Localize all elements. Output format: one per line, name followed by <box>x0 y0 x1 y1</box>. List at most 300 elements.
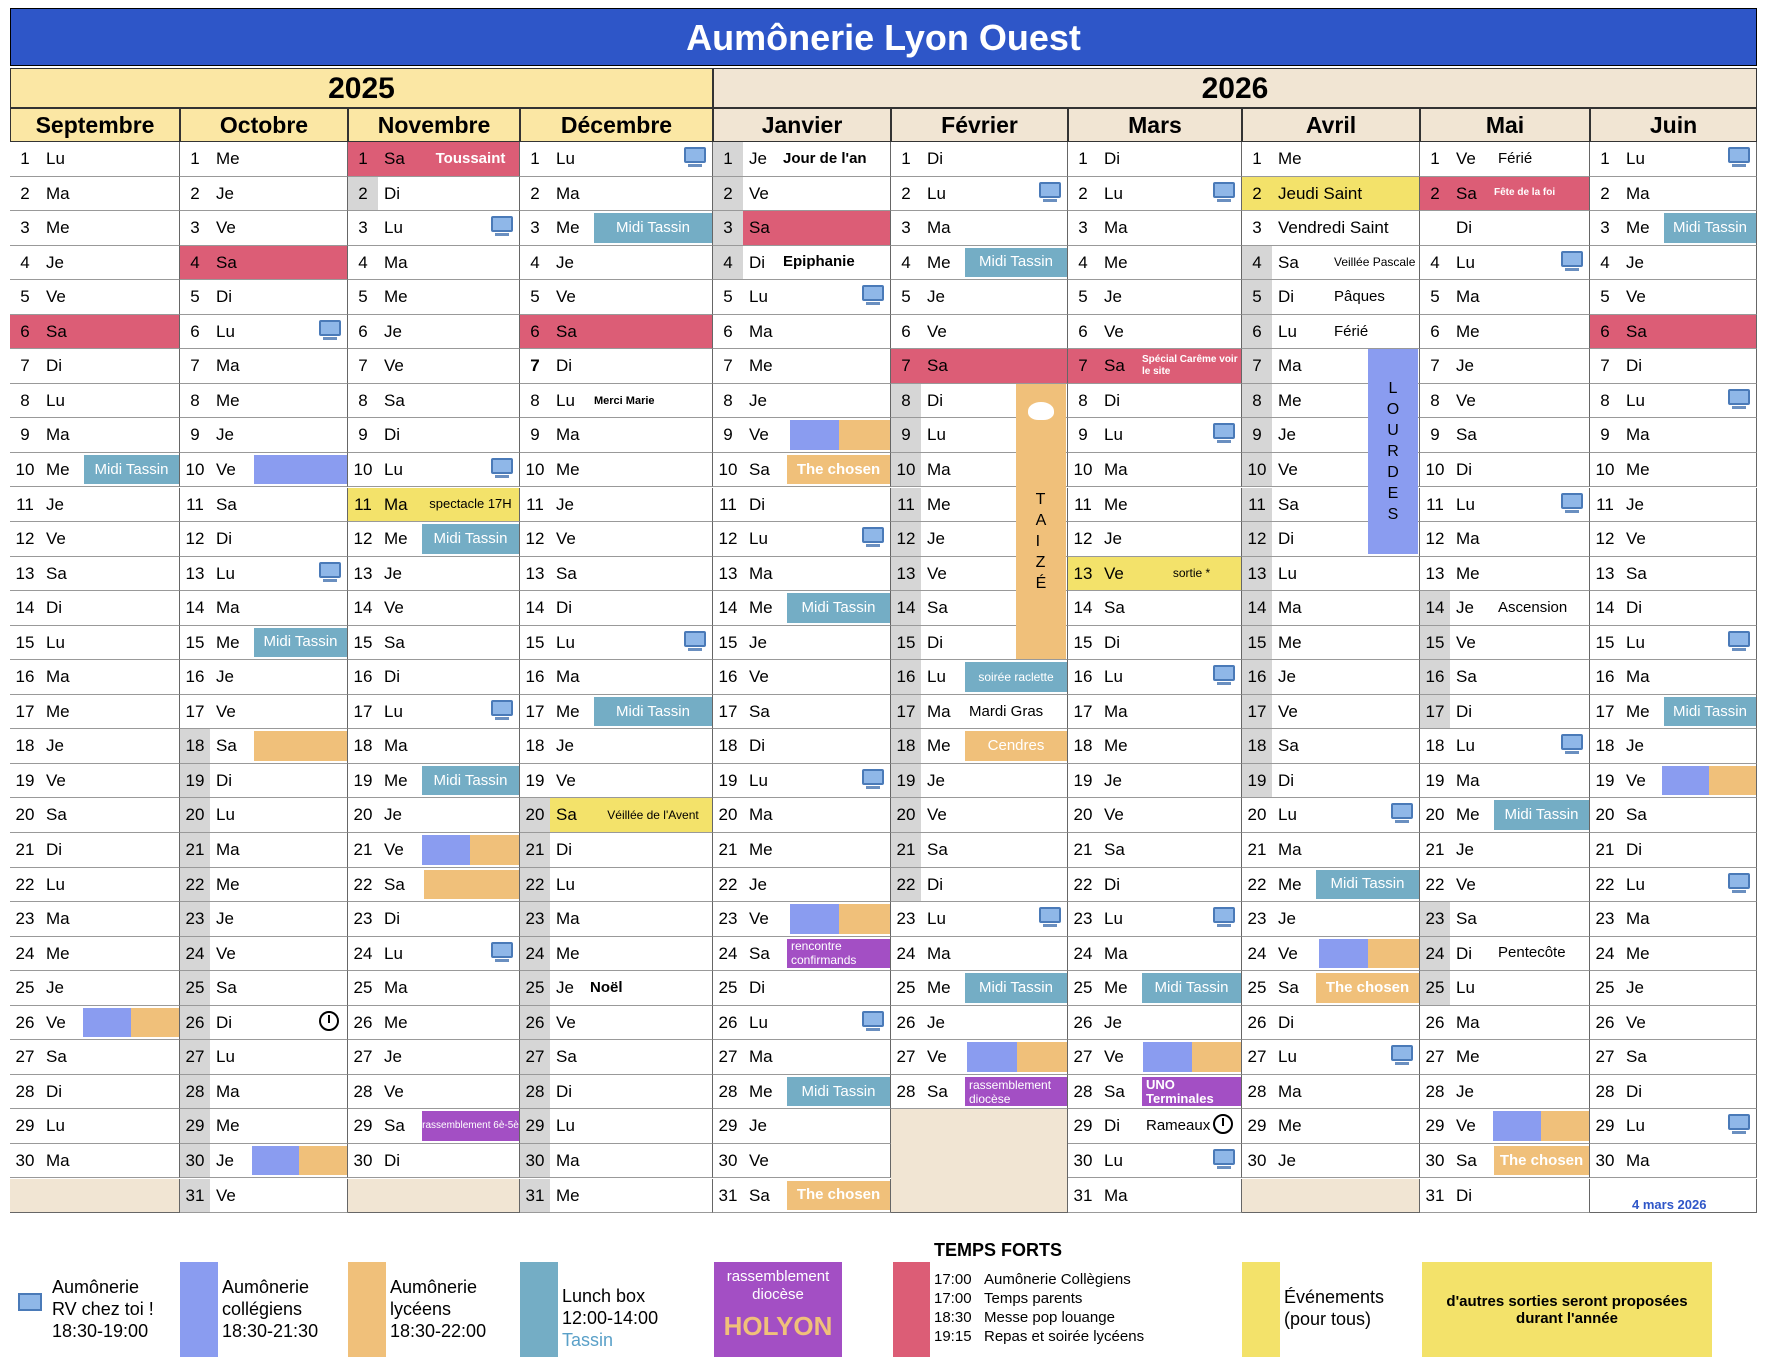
day-name: Sa <box>1278 736 1299 756</box>
lourdes-letter: S <box>1387 506 1399 523</box>
month-header: Décembre <box>520 108 713 142</box>
day-number: 24 <box>1420 937 1450 971</box>
day-number: 10 <box>353 459 373 479</box>
day-name: Di <box>216 770 233 790</box>
day-number: 4 <box>1242 246 1272 280</box>
day-name: Me <box>1104 494 1128 514</box>
day-number: 29 <box>1247 1116 1267 1136</box>
day-cell <box>10 729 180 764</box>
day-number: 28 <box>1247 1081 1267 1101</box>
day-cell <box>520 729 713 764</box>
day-cell <box>1068 1109 1242 1144</box>
lyceens-slot <box>839 420 890 450</box>
day-number: 26 <box>180 1006 210 1040</box>
day-cell <box>1242 1109 1420 1144</box>
day-cell <box>1590 349 1757 384</box>
event-label: UNO Terminales <box>1142 1077 1241 1107</box>
day-name: Lu <box>216 805 235 825</box>
event-label: spectacle 17H <box>429 496 512 512</box>
day-cell <box>1068 1040 1242 1075</box>
day-number: 2 <box>348 177 378 211</box>
day-name: Ve <box>1104 321 1124 341</box>
event-label: Midi Tassin <box>84 455 179 485</box>
day-number: 20 <box>891 798 921 832</box>
day-cell <box>1068 453 1242 488</box>
day-cell <box>1068 798 1242 833</box>
day-number: 18 <box>525 736 545 756</box>
day-name: Lu <box>1456 736 1475 756</box>
event-label: Toussaint <box>435 149 506 167</box>
day-name: Ve <box>46 770 66 790</box>
day-number: 4 <box>713 246 743 280</box>
day-name: Ma <box>927 701 951 721</box>
computer-icon <box>1561 734 1583 750</box>
day-cell <box>1242 1040 1420 1075</box>
day-cell <box>1068 902 1242 937</box>
day-name: Di <box>1104 632 1121 652</box>
day-number: 31 <box>180 1179 210 1213</box>
computer-icon <box>1391 803 1413 819</box>
day-number: 8 <box>190 390 200 410</box>
day-name: Me <box>384 770 408 790</box>
day-cell <box>348 177 520 212</box>
day-number: 24 <box>718 943 738 963</box>
taize-letter: Z <box>1035 554 1046 571</box>
day-name: Lu <box>1104 425 1123 445</box>
day-name: Sa <box>1104 598 1125 618</box>
day-number: 2 <box>1430 183 1440 203</box>
day-number: 13 <box>718 563 738 583</box>
day-cell <box>713 937 891 972</box>
day-number: 10 <box>1242 453 1272 487</box>
day-name: Di <box>1456 701 1473 721</box>
day-number: 5 <box>1600 287 1610 307</box>
day-cell <box>1590 1075 1757 1110</box>
lyceens-slot <box>131 1008 179 1038</box>
day-name: Di <box>1278 770 1295 790</box>
day-cell <box>520 1040 713 1075</box>
day-cell <box>348 1075 520 1110</box>
day-name: Me <box>1456 1047 1480 1067</box>
day-name: Me <box>1278 149 1302 168</box>
day-name: Lu <box>1626 874 1645 894</box>
event-label: Midi Tassin <box>422 766 519 796</box>
event-label: rassemblement 6è-5è <box>422 1111 519 1141</box>
day-number: 10 <box>185 459 205 479</box>
collegiens-slot <box>790 420 840 450</box>
event-label: Midi Tassin <box>594 213 712 243</box>
day-cell <box>1590 1144 1757 1179</box>
day-number: 28 <box>1595 1081 1615 1101</box>
day-name: Je <box>384 805 402 825</box>
collegiens-slot <box>422 835 470 865</box>
event-label: Jour de l'an <box>783 149 867 167</box>
day-name: Lu <box>1626 149 1645 168</box>
day-cell <box>520 1109 713 1144</box>
day-name: Sa <box>46 563 67 583</box>
day-cell <box>1420 1040 1590 1075</box>
day-name: Sa <box>1456 425 1477 445</box>
collegiens-slot <box>1662 766 1709 796</box>
day-name: Je <box>384 321 402 341</box>
day-name: Je <box>1278 425 1296 445</box>
day-name: Lu <box>1278 805 1297 825</box>
day-number: 31 <box>1425 1185 1445 1205</box>
day-number: 17 <box>1073 701 1093 721</box>
temps-fort-item: 17:00 Temps parents <box>934 1290 1083 1307</box>
day-number: 23 <box>520 902 550 936</box>
day-number: 16 <box>185 667 205 687</box>
day-cell <box>10 660 180 695</box>
day-name: Ve <box>1626 770 1646 790</box>
day-number: 27 <box>1247 1047 1267 1067</box>
day-number: 27 <box>15 1047 35 1067</box>
day-cell <box>348 695 520 730</box>
day-name: Ve <box>1626 287 1646 307</box>
day-number: 11 <box>891 488 921 522</box>
computer-icon <box>491 700 513 716</box>
computer-icon <box>1728 631 1750 647</box>
day-cell <box>10 1075 180 1110</box>
day-cell <box>1242 695 1420 730</box>
lyceens-slot <box>1709 766 1756 796</box>
day-number: 12 <box>1425 529 1445 549</box>
day-number: 19 <box>180 764 210 798</box>
day-name: Lu <box>216 563 235 583</box>
day-name: Me <box>1278 632 1302 652</box>
day-cell <box>180 971 348 1006</box>
day-number: 22 <box>520 868 550 902</box>
day-name: Lu <box>556 149 575 168</box>
day-number: 8 <box>358 390 368 410</box>
day-number: 16 <box>1595 667 1615 687</box>
day-name: Lu <box>1278 321 1297 341</box>
day-name: Ma <box>556 183 580 203</box>
year-2026-header: 2026 <box>713 68 1757 108</box>
day-cell <box>1420 557 1590 592</box>
day-number: 15 <box>718 632 738 652</box>
day-cell <box>1420 902 1590 937</box>
event-label: Midi Tassin <box>1494 800 1589 830</box>
event-label: Férié <box>1498 149 1533 167</box>
legend-lunch: Lunch box 12:00-14:00 Tassin <box>562 1286 659 1350</box>
day-number: 17 <box>891 695 921 729</box>
day-number: 4 <box>530 252 540 272</box>
day-cell <box>180 315 348 350</box>
day-cell <box>1242 833 1420 868</box>
day-number: 20 <box>180 798 210 832</box>
day-number: 26 <box>718 1012 738 1032</box>
day-name: Je <box>216 1150 234 1170</box>
day-cell <box>1242 591 1420 626</box>
day-number: 12 <box>891 522 921 556</box>
day-number: 9 <box>723 425 733 445</box>
day-cell <box>10 349 180 384</box>
day-cell <box>713 902 891 937</box>
day-number: 11 <box>526 494 544 514</box>
day-cell <box>1068 315 1242 350</box>
day-name: Ma <box>1104 1185 1128 1205</box>
day-name: Sa <box>216 252 237 272</box>
day-name: Je <box>749 632 767 652</box>
day-number: 25 <box>180 971 210 1005</box>
day-cell <box>520 660 713 695</box>
day-number: 30 <box>180 1144 210 1178</box>
day-number: 3 <box>190 218 200 238</box>
day-number: 22 <box>718 874 738 894</box>
day-number: 7 <box>723 356 733 376</box>
day-cell <box>1242 557 1420 592</box>
day-number: 24 <box>1595 943 1615 963</box>
day-cell <box>891 1040 1068 1075</box>
day-name: Je <box>1278 909 1296 929</box>
taize-letter: É <box>1035 575 1047 592</box>
day-number: 31 <box>520 1179 550 1213</box>
day-number: 29 <box>718 1116 738 1136</box>
day-cell <box>1420 280 1590 315</box>
month-header: Octobre <box>180 108 348 142</box>
event-label: Mardi Gras <box>969 702 1044 720</box>
day-cell <box>1068 522 1242 557</box>
day-cell <box>1242 211 1420 246</box>
day-cell <box>1420 349 1590 384</box>
day-number: 19 <box>891 764 921 798</box>
day-cell <box>10 211 180 246</box>
day-name: Je <box>46 978 64 998</box>
day-number: 20 <box>1595 805 1615 825</box>
day-number: 20 <box>1073 805 1093 825</box>
day-number: 22 <box>891 868 921 902</box>
day-name: Me <box>1456 563 1480 583</box>
day-cell <box>10 522 180 557</box>
day-cell <box>348 280 520 315</box>
day-number: 17 <box>185 701 205 721</box>
day-cell <box>1068 937 1242 972</box>
day-cell <box>1420 522 1590 557</box>
day-cell <box>1420 1109 1590 1144</box>
day-cell <box>713 1144 891 1179</box>
day-cell <box>1242 142 1420 177</box>
day-cell <box>348 937 520 972</box>
lyceens-slot <box>424 870 519 900</box>
day-name: Ma <box>1278 598 1302 618</box>
day-number: 10 <box>891 453 921 487</box>
day-name: Ve <box>216 701 236 721</box>
day-number: 31 <box>718 1185 738 1205</box>
day-cell <box>1420 246 1590 281</box>
lyceens-slot <box>299 1146 347 1176</box>
taize-letter: A <box>1035 512 1047 529</box>
day-number: 17 <box>15 701 35 721</box>
day-number: 21 <box>1073 840 1093 859</box>
day-number: 9 <box>891 418 921 452</box>
day-name: Sa <box>384 149 405 168</box>
day-number: 17 <box>718 701 738 721</box>
day-cell <box>1590 1040 1757 1075</box>
computer-icon <box>862 1011 884 1027</box>
day-name: Sa <box>216 736 237 756</box>
day-name: Lu <box>46 1116 65 1136</box>
day-cell <box>348 488 520 523</box>
day-name: Lu <box>384 701 403 721</box>
day-name: Di <box>46 1081 63 1101</box>
day-cell <box>1420 764 1590 799</box>
day-cell <box>180 142 348 177</box>
day-cell <box>1590 453 1757 488</box>
day-cell <box>713 591 891 626</box>
day-number: 20 <box>1425 805 1445 825</box>
day-cell <box>1590 211 1757 246</box>
day-name: Sa <box>384 874 405 894</box>
day-cell <box>891 868 1068 903</box>
day-cell <box>348 729 520 764</box>
day-number: 9 <box>1242 418 1272 452</box>
event-label: soirée raclette <box>965 662 1067 692</box>
day-number: 11 <box>1074 494 1092 514</box>
day-cell <box>713 177 891 212</box>
day-cell <box>1420 626 1590 661</box>
day-number: 13 <box>1425 563 1445 583</box>
day-cell <box>520 384 713 419</box>
day-name: Ve <box>1104 1047 1124 1067</box>
day-name: Me <box>927 736 951 756</box>
event-label: Midi Tassin <box>1664 697 1756 727</box>
day-number: 7 <box>1078 356 1088 376</box>
day-cell <box>520 626 713 661</box>
day-number: 1 <box>713 142 743 176</box>
day-number: 7 <box>901 356 911 376</box>
computer-icon <box>1213 907 1235 923</box>
day-cell <box>180 660 348 695</box>
day-cell <box>1242 1144 1420 1179</box>
day-name: Ve <box>1456 149 1476 168</box>
day-number: 5 <box>901 287 911 307</box>
day-number: 23 <box>718 909 738 929</box>
day-cell <box>180 1144 348 1179</box>
day-cell <box>180 453 348 488</box>
collegiens-slot <box>790 904 840 934</box>
day-cell <box>1590 315 1757 350</box>
day-number: 7 <box>358 356 368 376</box>
month-header: Janvier <box>713 108 891 142</box>
day-name: Di <box>749 978 766 998</box>
day-cell <box>180 280 348 315</box>
day-number: 5 <box>723 287 733 307</box>
day-name: Di <box>1456 943 1473 963</box>
day-cell <box>1590 695 1757 730</box>
day-name: Ma <box>556 667 580 687</box>
day-cell <box>10 1040 180 1075</box>
day-number: 26 <box>1073 1012 1093 1032</box>
day-number: 3 <box>1078 218 1088 238</box>
day-name: Sa <box>1104 1081 1125 1101</box>
day-number: 26 <box>520 1006 550 1040</box>
day-cell <box>348 453 520 488</box>
day-cell <box>1420 1179 1590 1214</box>
day-cell <box>348 211 520 246</box>
day-cell <box>348 591 520 626</box>
day-name: Lu <box>927 425 946 445</box>
day-cell <box>1420 1144 1590 1179</box>
day-name: Je <box>216 425 234 445</box>
day-cell <box>1068 384 1242 419</box>
day-cell <box>520 1144 713 1179</box>
day-name: Sa <box>1456 909 1477 929</box>
day-name: Je <box>556 252 574 272</box>
day-number: 11 <box>354 494 372 514</box>
day-name: Di <box>1626 1081 1643 1101</box>
day-name: Sa <box>556 805 577 825</box>
event-label: The chosen <box>1316 973 1419 1003</box>
day-number: 15 <box>1420 626 1450 660</box>
day-cell <box>713 764 891 799</box>
day-name: Je <box>1104 529 1122 549</box>
day-name: Je <box>216 667 234 687</box>
day-name: Di <box>46 840 63 859</box>
day-number: 18 <box>1595 736 1615 756</box>
day-cell <box>1242 868 1420 903</box>
day-name: Sa <box>1626 805 1647 825</box>
day-cell <box>348 349 520 384</box>
day-name: Ve <box>927 321 947 341</box>
event-label: Midi Tassin <box>422 524 519 554</box>
day-name: Di <box>1278 1012 1295 1032</box>
day-number: 10 <box>525 459 545 479</box>
computer-icon <box>491 458 513 474</box>
day-cell <box>1068 971 1242 1006</box>
day-cell <box>520 1179 713 1214</box>
computer-icon <box>1213 1149 1235 1165</box>
day-cell <box>180 1179 348 1214</box>
day-number: 28 <box>353 1081 373 1101</box>
day-cell <box>713 833 891 868</box>
day-number: 30 <box>1595 1150 1615 1170</box>
event-label: Midi Tassin <box>1316 870 1419 900</box>
computer-icon <box>1728 389 1750 405</box>
event-label: rencontre confirmands <box>787 939 890 969</box>
computer-icon <box>1728 873 1750 889</box>
day-cell <box>180 833 348 868</box>
day-cell <box>1590 798 1757 833</box>
day-number: 11 <box>1426 494 1444 514</box>
day-cell <box>348 764 520 799</box>
day-name: Lu <box>556 1116 575 1136</box>
day-number: 13 <box>185 563 205 583</box>
computer-icon <box>684 631 706 647</box>
day-cell <box>713 211 891 246</box>
day-number: 6 <box>1600 321 1610 341</box>
day-name: Di <box>46 356 63 376</box>
day-name: Ve <box>556 770 576 790</box>
day-name: Ve <box>46 287 66 307</box>
day-number: 4 <box>1078 252 1088 272</box>
day-cell <box>1068 280 1242 315</box>
day-cell <box>1590 1006 1757 1041</box>
day-number: 30 <box>15 1150 35 1170</box>
day-number: 14 <box>718 598 738 618</box>
day-name: Ve <box>749 1150 769 1170</box>
day-cell <box>1068 1075 1242 1110</box>
day-cell <box>1420 971 1590 1006</box>
day-cell <box>1420 177 1590 212</box>
day-cell <box>348 384 520 419</box>
day-name: Lu <box>384 459 403 479</box>
event-label: Midi Tassin <box>965 248 1067 278</box>
day-number: 24 <box>180 937 210 971</box>
day-name: Je <box>1626 978 1644 998</box>
day-name: Ma <box>1456 287 1480 307</box>
day-name: Je <box>1456 598 1474 618</box>
